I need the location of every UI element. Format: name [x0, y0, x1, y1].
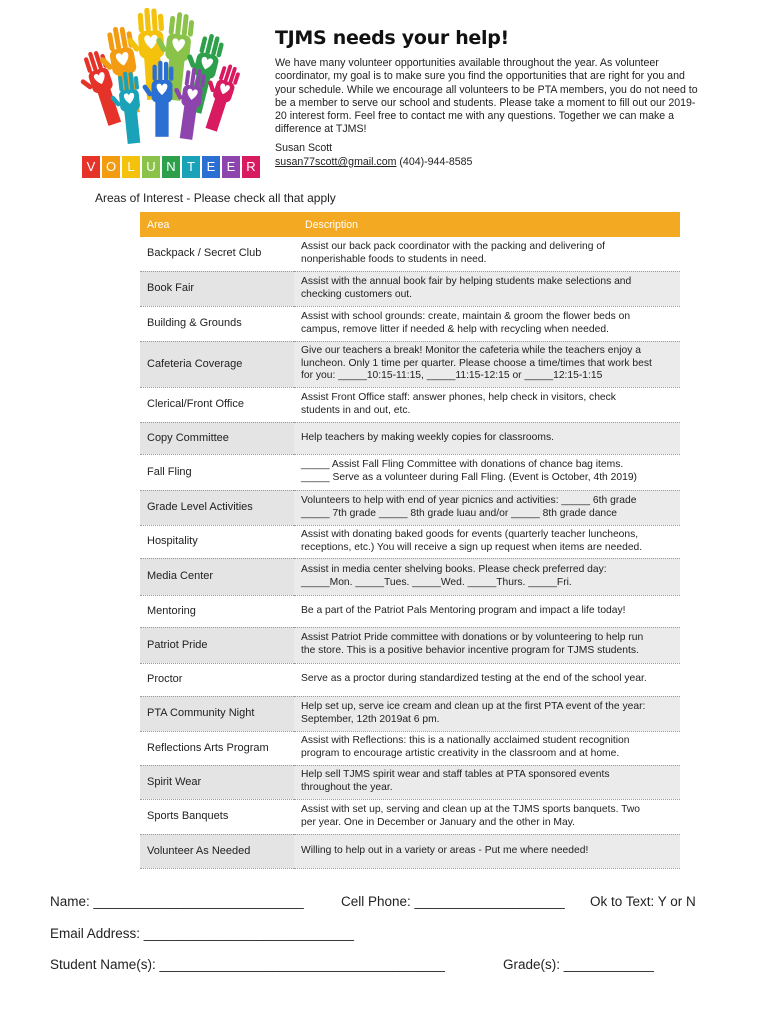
description-line: campus, remove litter if needed & help with recycling when needed. [301, 323, 609, 335]
volunteer-wordmark [82, 156, 260, 178]
description-line: Help set up, serve ice cream and clean up at the first PTA event of the year: [301, 700, 646, 712]
cell-phone-field[interactable]: Cell Phone: ____________________ [341, 894, 565, 909]
area-description [294, 306, 680, 341]
area-description [294, 595, 680, 627]
volunteer-letter-tile: R [242, 156, 260, 178]
description-line: Assist with Reflections: this is a nationally acclaimed student recognition [301, 735, 630, 747]
description-line: luncheon. Only 1 time per quarter. Please choose a time/times that work best [301, 357, 652, 369]
description-line: throughout the year. [301, 782, 393, 793]
description-line: _____Mon. _____Tues. _____Wed. _____Thurs. _____Fri. [301, 576, 572, 588]
column-header-description: Description [294, 212, 680, 237]
area-name: Cafeteria Coverage [140, 341, 294, 387]
table-row[interactable] [140, 306, 680, 341]
area-name: Spirit Wear [140, 765, 294, 799]
description-line: Give our teachers a break! Monitor the cafeteria while the teachers enjoy a [301, 345, 641, 357]
description-line: per year. One in December or January and the other in May. [301, 816, 575, 828]
description-line: _____ 7th grade _____ 8th grade luau and/or _____ 8th grade dance [301, 507, 618, 519]
volunteer-letter-tile: U [142, 156, 160, 178]
table-row[interactable] [140, 341, 680, 387]
table-header-row [140, 212, 680, 237]
description-line: September, 12th 2019at 6 pm. [301, 713, 440, 725]
volunteer-letter-tile: T [182, 156, 200, 178]
area-description [294, 558, 680, 595]
area-description [294, 663, 680, 696]
table-row[interactable] [140, 696, 680, 731]
volunteer-letter-tile: N [162, 156, 180, 178]
area-name: Proctor [140, 663, 294, 696]
area-description [294, 454, 680, 490]
area-description [294, 525, 680, 558]
description-line: students in and out, etc. [301, 404, 411, 416]
area-name: Grade Level Activities [140, 490, 294, 525]
area-description [294, 387, 680, 422]
volunteer-letter-tile: L [122, 156, 140, 178]
description-line: _____ Serve as a volunteer during Fall Fling. (Event is October, 4th 2019) [301, 472, 637, 483]
volunteer-letter-tile: V [82, 156, 100, 178]
ok-to-text-field[interactable]: Ok to Text: Y or N [590, 894, 696, 909]
area-description [294, 731, 680, 765]
area-description [294, 271, 680, 306]
area-description [294, 799, 680, 834]
contact-name: Susan Scott [275, 142, 333, 154]
table-row[interactable] [140, 271, 680, 306]
description-line: Assist with school grounds: create, maintain & groom the flower beds on [301, 310, 631, 322]
area-description [294, 765, 680, 799]
area-name: Clerical/Front Office [140, 387, 294, 422]
area-description [294, 341, 680, 387]
area-name: Backpack / Secret Club [140, 237, 294, 271]
area-name: Hospitality [140, 525, 294, 558]
description-line: the store. This is a positive behavior incentive program for TJMS students. [301, 645, 639, 656]
contact-phone: (404)-944-8585 [399, 156, 473, 168]
area-name: PTA Community Night [140, 696, 294, 731]
column-header-area: Area [140, 212, 294, 237]
description-line: Help teachers by making weekly copies for classrooms. [301, 431, 554, 443]
grades-field[interactable]: Grade(s): ____________ [503, 957, 654, 972]
area-description [294, 696, 680, 731]
contact-line [275, 156, 472, 168]
description-line: for you: _____10:15-11:15, _____11:15-12:15 or _____12:15-1:15 [301, 370, 603, 382]
table-row[interactable] [140, 237, 680, 271]
description-line: Assist with donating baked goods for events (quarterly teacher luncheons, [301, 528, 639, 540]
area-description [294, 834, 680, 868]
student-names-field[interactable]: Student Name(s): ______________________________________ [50, 957, 445, 972]
description-line: Serve as a proctor during standardized testing at the end of the school year. [301, 673, 647, 685]
table-row[interactable] [140, 422, 680, 454]
table-row[interactable] [140, 834, 680, 868]
description-line: Willing to help out in a variety or areas - Put me where needed! [301, 844, 589, 856]
table-row[interactable] [140, 663, 680, 696]
volunteer-letter-tile: O [102, 156, 120, 178]
area-description [294, 490, 680, 525]
description-line: Volunteers to help with end of year picnics and activities: _____ 6th grade [301, 494, 637, 506]
description-line: nonperishable foods to students in need. [301, 253, 487, 265]
table-row[interactable] [140, 490, 680, 525]
area-description [294, 237, 680, 271]
description-line: Assist in media center shelving books. Please check preferred day: [301, 563, 607, 575]
table-row[interactable] [140, 731, 680, 765]
description-line: Assist Front Office staff: answer phones, help check in visitors, check [301, 391, 616, 403]
description-line: _____ Assist Fall Fling Committee with donations of chance bag items. [301, 459, 624, 471]
area-description [294, 627, 680, 663]
contact-email-link[interactable]: susan77scott@gmail.com [275, 156, 397, 168]
description-line: Assist our back pack coordinator with the packing and delivering of [301, 241, 605, 253]
description-line: Help sell TJMS spirit wear and staff tables at PTA sponsored events [301, 769, 610, 781]
description-line: Assist Patriot Pride committee with donations or by volunteering to help run [301, 632, 644, 644]
table-row[interactable] [140, 558, 680, 595]
volunteer-letter-tile: E [202, 156, 220, 178]
area-description [294, 422, 680, 454]
area-name: Building & Grounds [140, 306, 294, 341]
area-name: Fall Fling [140, 454, 294, 490]
table-row[interactable] [140, 627, 680, 663]
name-field[interactable]: Name: ____________________________ [50, 894, 304, 909]
area-name: Reflections Arts Program [140, 731, 294, 765]
raised-hands-icon [78, 8, 258, 153]
description-line: program to encourage artistic creativity in the classroom and at home. [301, 748, 620, 759]
description-line: receptions, etc.) You will receive a sign up request when items are needed. [301, 541, 643, 553]
email-field[interactable]: Email Address: ____________________________ [50, 926, 355, 941]
area-name: Volunteer As Needed [140, 834, 294, 868]
table-row[interactable] [140, 525, 680, 558]
page-title: TJMS needs your help! [275, 27, 509, 49]
volunteer-logo [78, 8, 258, 178]
intro-paragraph: We have many volunteer opportunities available throughout the year. As volunteer coordinator, my goal is to make sure you find the opportunities that are right for you and your schedule. While we encourage all volunteers to be PTA members, you do not need to be a member to serve our school and students. Please take a moment to fill out our 2019-20 interest form. Feel free to contact me with any questions. Together we can make a difference at TJMS! [275, 57, 698, 136]
areas-heading: Areas of Interest - Please check all that apply [95, 191, 336, 205]
table-row[interactable] [140, 595, 680, 627]
description-line: checking customers out. [301, 288, 413, 300]
volunteer-letter-tile: E [222, 156, 240, 178]
table-row[interactable] [140, 387, 680, 422]
area-name: Media Center [140, 558, 294, 595]
area-name: Patriot Pride [140, 627, 294, 663]
description-line: Assist with set up, serving and clean up at the TJMS sports banquets. Two [301, 803, 641, 815]
area-name: Book Fair [140, 271, 294, 306]
table-row[interactable] [140, 765, 680, 799]
area-name: Sports Banquets [140, 799, 294, 834]
interest-table [140, 212, 680, 869]
table-row[interactable] [140, 799, 680, 834]
area-name: Copy Committee [140, 422, 294, 454]
table-row[interactable] [140, 454, 680, 490]
description-line: Assist with the annual book fair by helping students make selections and [301, 275, 632, 287]
description-line: Be a part of the Patriot Pals Mentoring program and impact a life today! [301, 604, 626, 616]
area-name: Mentoring [140, 595, 294, 627]
